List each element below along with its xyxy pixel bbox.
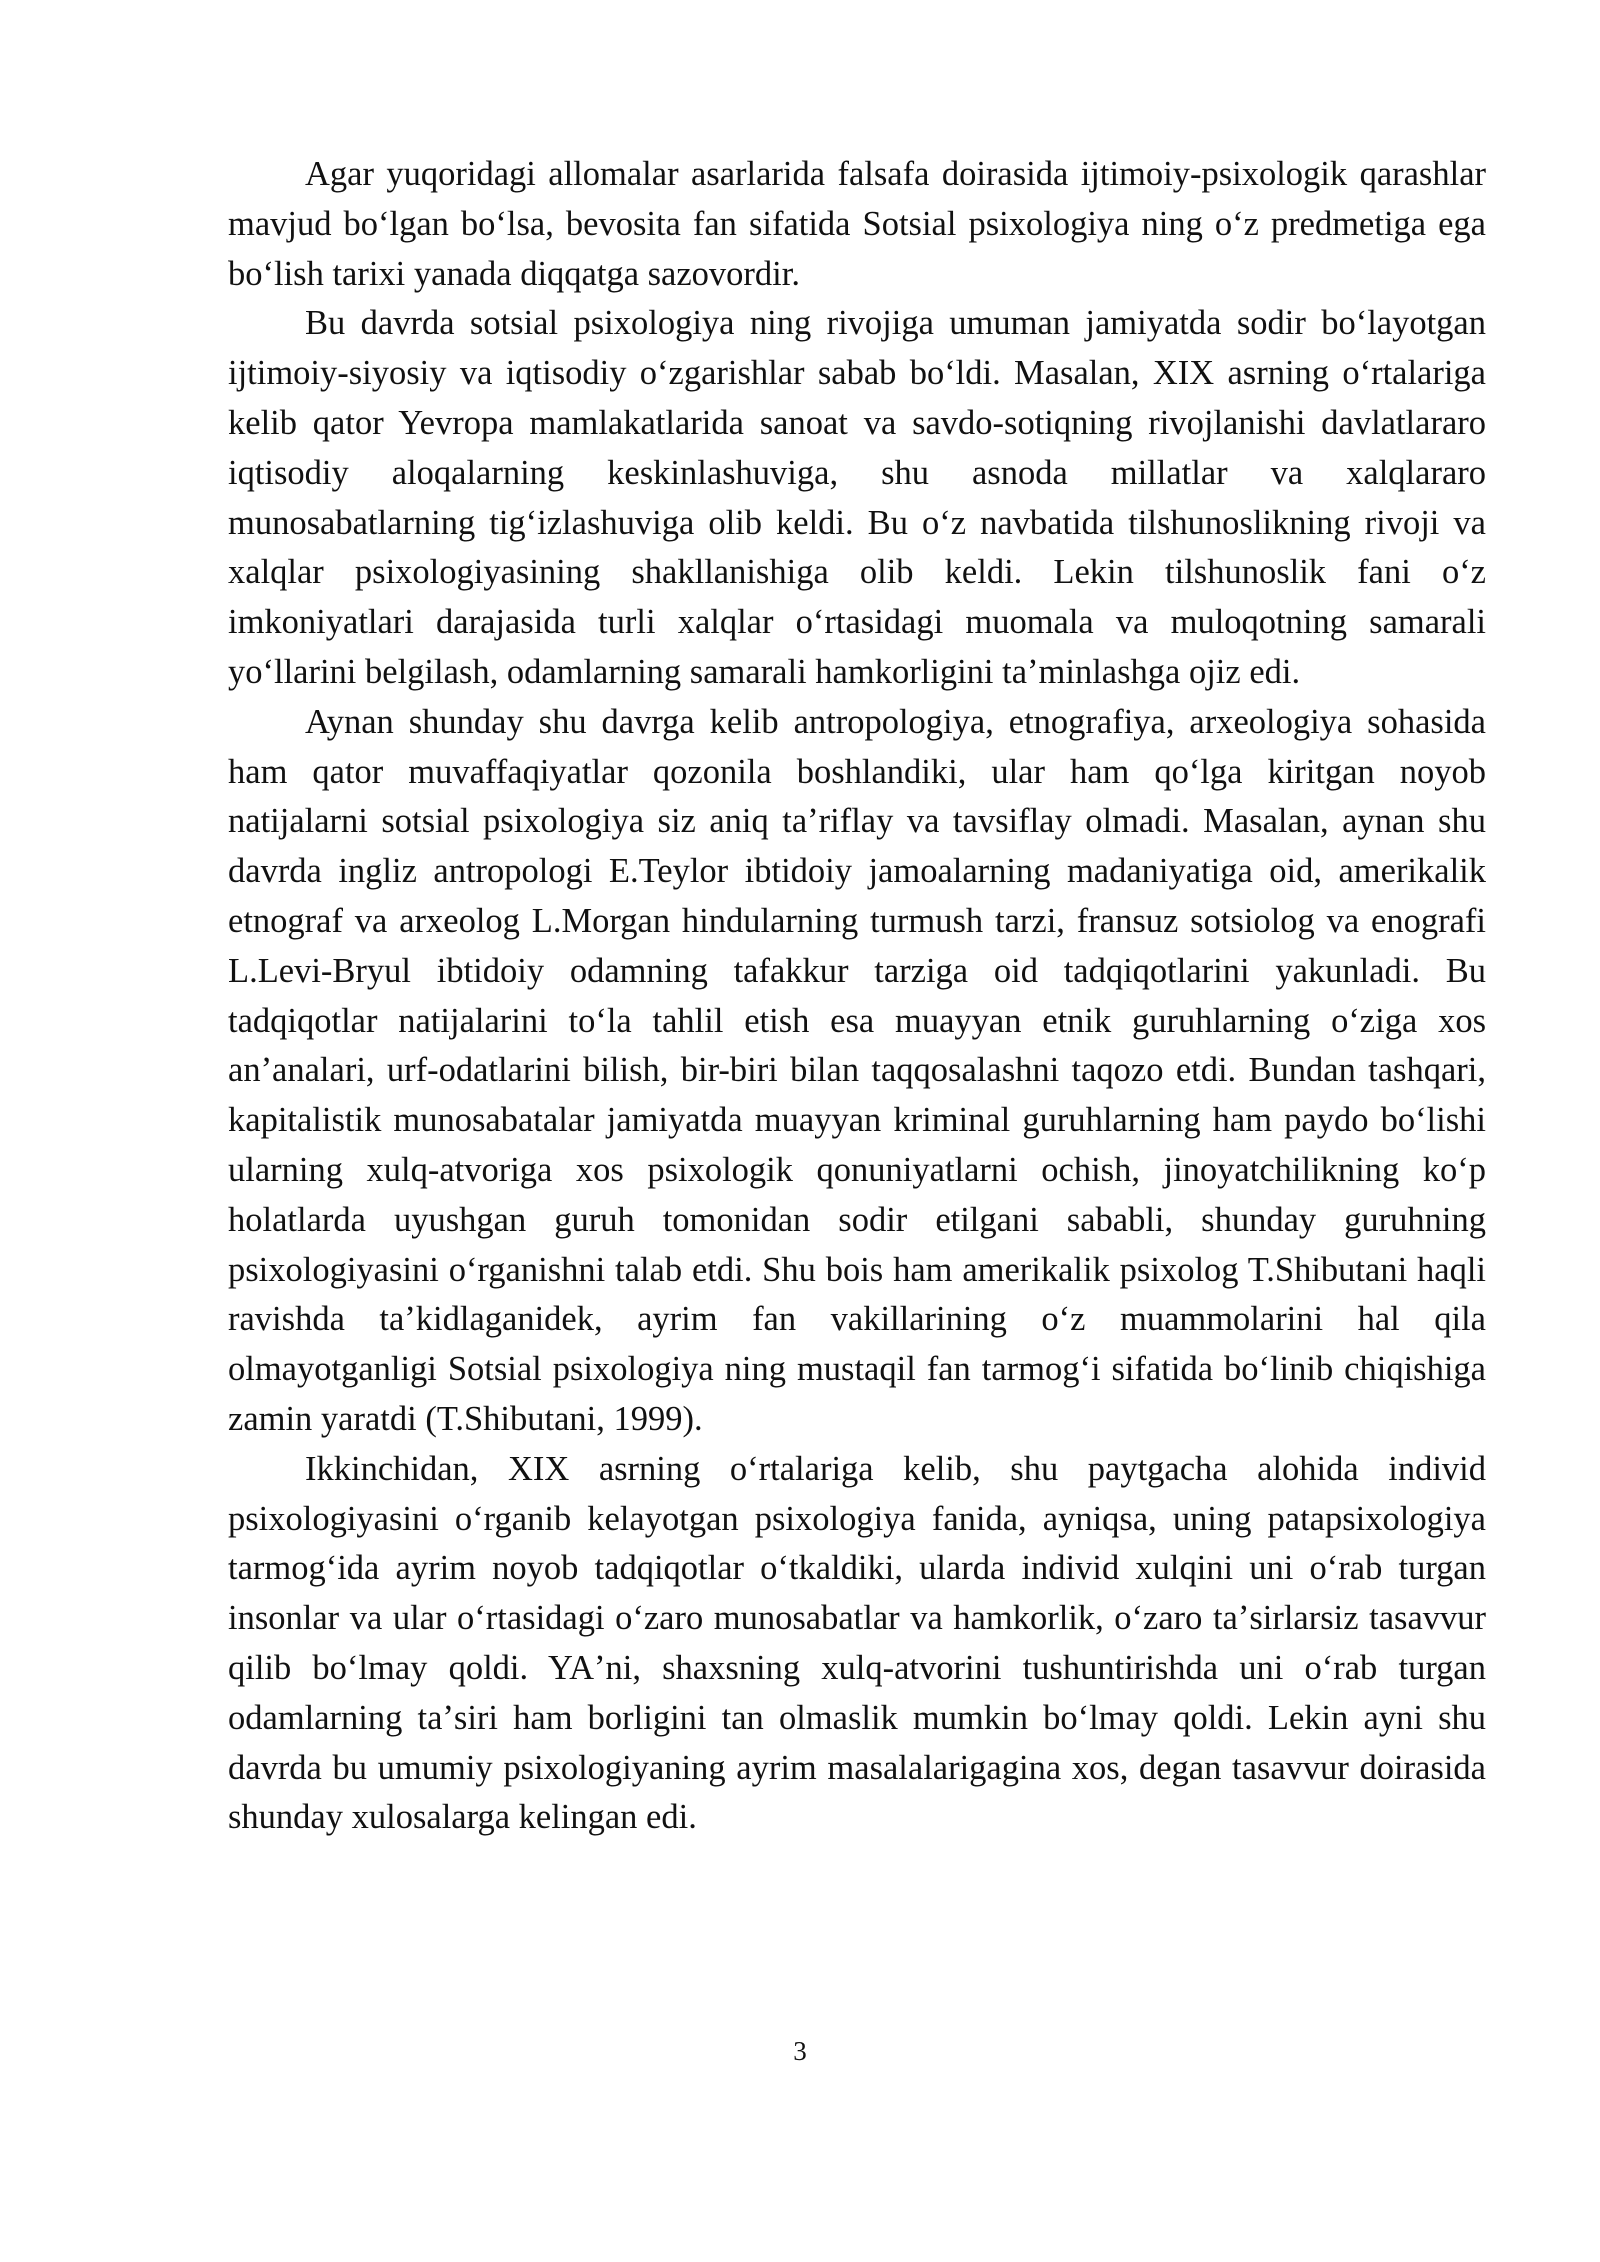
paragraph-1: Agar yuqoridagi allomalar asarlarida falsafa doirasida ijtimoiy-psixologik qarashlar mavjud boʻlgan boʻlsa, bevosita fan sifatida Sotsial psixologiya ning oʻz predmetiga ega boʻlish tarixi yanada diqqatga sazovordir. [228,155,1486,293]
paragraph-4: Ikkinchidan, XIX asrning oʻrtalariga kelib, shu paytgacha alohida individ psixologiyasini oʻrganib kelayotgan psixologiya fanida, ayniqsa, uning patapsixologiya tarmogʻida ayrim noyob tadqiqotlar oʻtkaldiki, ularda individ xulqini uni oʻrab turgan insonlar va ular oʻrtasidagi oʻzaro munosabatlar va hamkorlik, oʻzaro taʼsirlarsiz tasavvur qilib boʻlmay qoldi. YAʼni, shaxsning xulq-atvorini tushuntirishda uni oʻrab turgan odamlarning taʼsiri ham borligini tan olmaslik mumkin boʻlmay qoldi. Lekin ayni shu davrda bu umumiy psixologiyaning ayrim masalalarigagina xos, degan tasavvur doirasida shunday xulosalarga kelingan edi. [228,1449,1486,1837]
paragraph-3: Aynan shunday shu davrga kelib antropologiya, etnografiya, arxeologiya sohasida ham qator muvaffaqiyatlar qozonila boshlandiki, ular ham qoʻlga kiritgan noyob natijalarni sotsial psixologiya siz aniq taʼriflay va tavsiflay olmadi. Masalan, aynan shu davrda ingliz antropologi E.Teylor ibtidoiy jamoalarning madaniyatiga oid, amerikalik etnograf va arxeolog L.Morgan hindularning turmush tarzi, fransuz sotsiolog va enografi L.Levi-Bryul ibtidoiy odamning tafakkur tarziga oid tadqiqotlarini yakunladi. Bu tadqiqotlar natijalarini toʻla tahlil etish esa muayyan etnik guruhlarning oʻziga xos anʼanalari, urf-odatlarini bilish, bir-biri bilan taqqosalashni taqozo etdi. Bundan tashqari, kapitalistik munosabatalar jamiyatda muayyan kriminal guruhlarning ham paydo boʻlishi ularning xulq-atvoriga xos psixologik qonuniyatlarni ochish, jinoyatchilikning koʻp holatlarda uyushgan guruh tomonidan sodir etilgani sababli, shunday guruhning psixologiyasini oʻrganishni talab etdi. Shu bois ham amerikalik psixolog T.Shibutani haqli ravishda taʼkidlaganidek, ayrim fan vakillarining oʻz muammolarini hal qila olmayotganligi Sotsial psixologiya ning mustaqil fan tarmogʻi sifatida boʻlinib chiqishiga zamin yaratdi (T.Shibutani, 1999). [228,702,1486,1438]
body-text [228,150,1486,1843]
page-number: 3 [793,2036,807,2066]
paragraph-2: Bu davrda sotsial psixologiya ning rivojiga umuman jamiyatda sodir boʻlayotgan ijtimoiy-siyosiy va iqtisodiy oʻzgarishlar sabab boʻldi. Masalan, XIX asrning oʻrtalariga kelib qator Yevropa mamlakatlarida sanoat va savdo-sotiqning rivojlanishi davlatlararo iqtisodiy aloqalarning keskinlashuviga, shu asnoda millatlar va xalqlararo munosabatlarning tigʻizlashuviga olib keldi. Bu oʻz navbatida tilshunoslikning rivoji va xalqlar psixologiyasining shakllanishiga olib keldi. Lekin tilshunoslik fani oʻz imkoniyatlari darajasida turli xalqlar oʻrtasidagi muomala va muloqotning samarali yoʻllarini belgilash, odamlarning samarali hamkorligini taʼminlashga ojiz edi. [228,304,1486,691]
